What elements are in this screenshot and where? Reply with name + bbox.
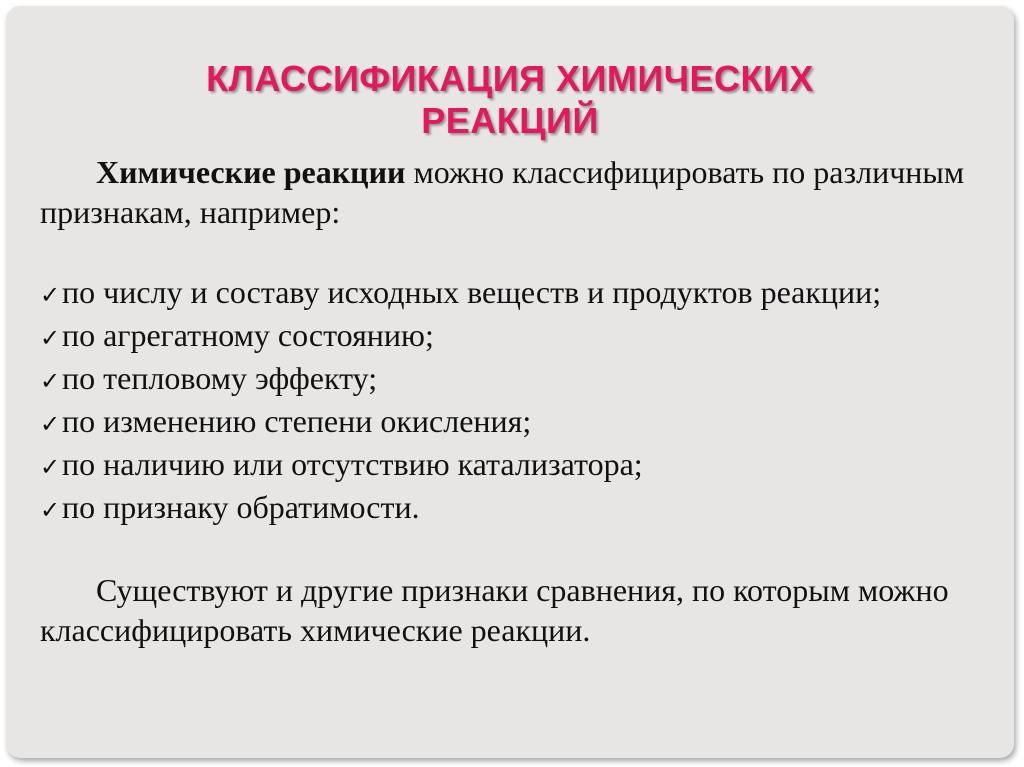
check-mark-icon: ✓ bbox=[40, 496, 61, 524]
criterion-text: по тепловому эффекту; bbox=[62, 360, 378, 396]
list-item bbox=[40, 401, 990, 444]
check-mark-icon: ✓ bbox=[40, 410, 61, 438]
criterion-text: по признаку обратимости. bbox=[62, 489, 420, 525]
spacer bbox=[40, 232, 990, 272]
list-item bbox=[40, 358, 990, 401]
closing-paragraph: Существуют и другие признаки сравнения, по которым можно классифицировать химические реакции. bbox=[40, 572, 949, 648]
list-item bbox=[40, 272, 990, 315]
title-line-1: КЛАССИФИКАЦИЯ ХИМИЧЕСКИХ bbox=[206, 58, 814, 99]
criteria-list bbox=[40, 272, 990, 530]
check-mark-icon: ✓ bbox=[40, 324, 61, 352]
list-item bbox=[40, 315, 990, 358]
intro-paragraph bbox=[40, 152, 990, 232]
slide-title bbox=[6, 58, 1014, 142]
intro-text: можно классифицировать по различным признакам, например: bbox=[40, 154, 965, 230]
criterion-text: по числу и составу исходных веществ и продуктов реакции; bbox=[62, 274, 882, 310]
list-item bbox=[40, 487, 990, 530]
slide-body bbox=[40, 152, 990, 650]
intro-bold-term: Химические реакции bbox=[96, 154, 406, 190]
list-item bbox=[40, 444, 990, 487]
criterion-text: по агрегатному состоянию; bbox=[62, 317, 434, 353]
criterion-text: по изменению степени окисления; bbox=[62, 403, 532, 439]
criterion-text: по наличию или отсутствию катализатора; bbox=[62, 446, 643, 482]
spacer bbox=[40, 530, 990, 570]
slide bbox=[6, 6, 1014, 758]
title-line-2: РЕАКЦИЙ bbox=[421, 100, 599, 141]
check-mark-icon: ✓ bbox=[40, 281, 61, 309]
check-mark-icon: ✓ bbox=[40, 453, 61, 481]
check-mark-icon: ✓ bbox=[40, 367, 61, 395]
